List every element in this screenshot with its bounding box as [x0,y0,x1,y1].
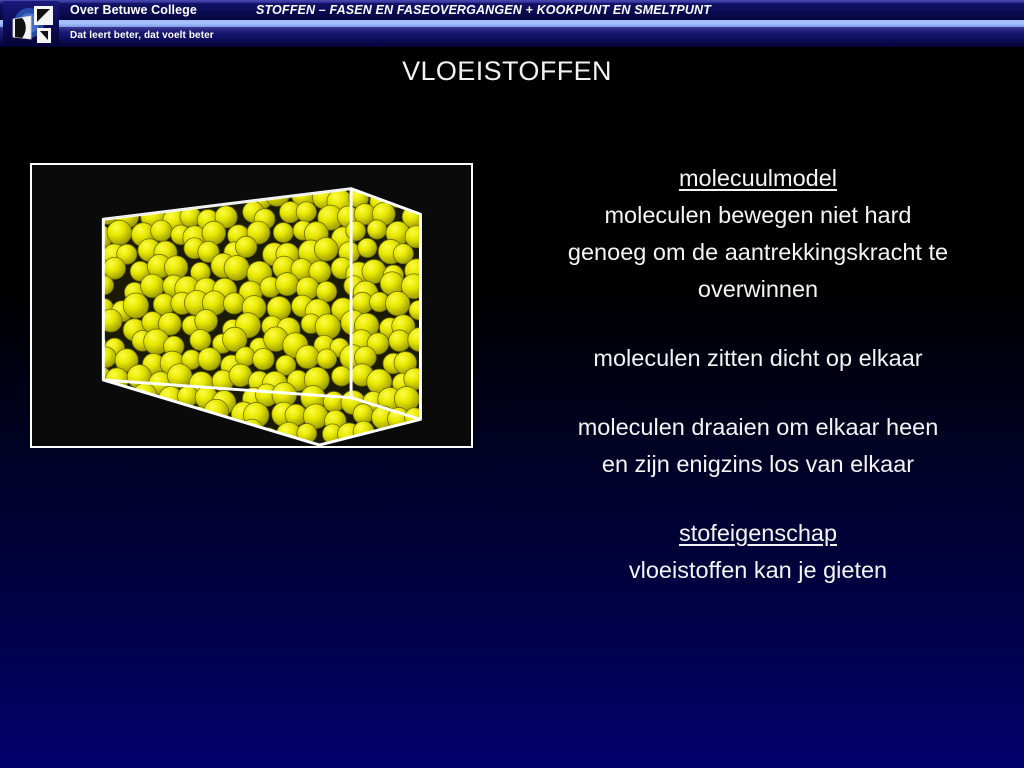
stofeigenschap-line-1: vloeistoffen kan je gieten [628,557,888,583]
molecuulmodel-line-2: genoeg om de aantrekkingskracht te [567,239,949,265]
slide-title: VLOEISTOFFEN [402,56,612,86]
stofeigenschap-heading: stofeigenschap [678,520,838,546]
molecuulmodel-line-3: overwinnen [697,276,819,302]
school-tagline-label: Dat leert beter, dat voelt beter [70,30,214,41]
molecuulmodel-block [492,160,1024,308]
stofeigenschap-block [492,515,1024,589]
rotation-line-1: moleculen draaien om elkaar heen [577,414,939,440]
school-logo-icon [3,1,59,46]
text-spacer-2 [492,377,1024,409]
molecuulmodel-line-1: moleculen bewegen niet hard [604,202,912,228]
text-spacer-1 [492,308,1024,340]
molecule-model-image [30,163,473,448]
header-divider-line [0,20,1024,27]
packing-line-1: moleculen zitten dicht op elkaar [593,345,923,371]
school-name-label: Over Betuwe College [70,3,197,17]
explanation-text-column [492,160,1024,589]
slide-header-banner [0,0,1024,47]
liquid-molecule-cube-illustration [32,165,471,446]
rotation-block [492,409,1024,483]
packing-block [492,340,1024,377]
molecuulmodel-heading: molecuulmodel [678,165,838,191]
subject-title-label: STOFFEN – FASEN EN FASEOVERGANGEN + KOOKPUNT EN SMELTPUNT [256,3,712,17]
rotation-line-2: en zijn enigzins los van elkaar [601,451,915,477]
text-spacer-3 [492,483,1024,515]
